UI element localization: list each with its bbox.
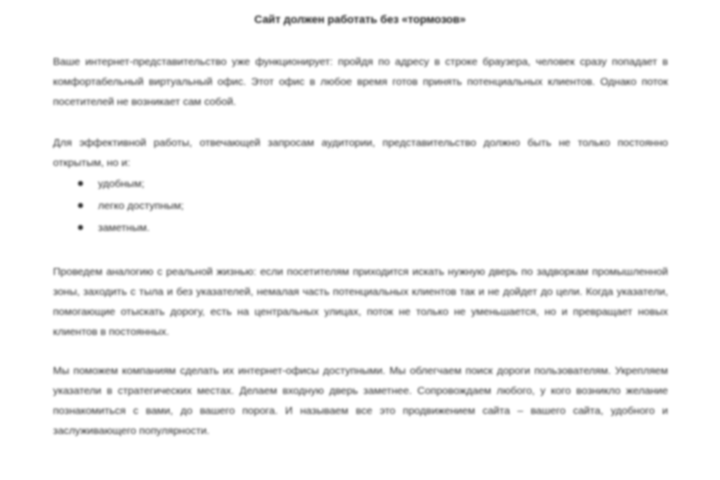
- requirements-list: [76, 173, 184, 239]
- list-item: [76, 195, 184, 217]
- list-item: [76, 217, 184, 239]
- bullet-icon: [78, 203, 83, 208]
- list-item-text: заметным.: [98, 222, 150, 234]
- list-item: [76, 173, 184, 195]
- paragraph-offer: Мы поможем компаниям сделать их интернет-офисы доступными. Мы облегчаем поиск дороги пользователям. Укрепляем указатели в стратегических местах. Делаем входную дверь заметнее. Сопровождаем любого, у кого возникло желание познакомиться с вами, до вашего порога. И называем все это продвижением сайта – вашего сайта, удобного и заслуживающего популярности.: [53, 365, 668, 437]
- paragraph-intro: Ваше интернет-представительство уже функционирует: пройдя по адресу в строке браузера, человек сразу попадает в комфортабельный виртуальный офис. Этот офис в любое время готов принять потенциальных клиентов. Однако поток посетителей не возникает сам собой.: [53, 56, 668, 108]
- paragraph-analogy: Проведем аналогию с реальной жизнью: если посетителям приходится искать нужную дверь по задворкам промышленной зоны, заходить с тыла и без указателей, немалая часть потенциальных клиентов так и не дойдет до цели. Когда указатели, помогающие отыскать дорогу, есть на центральных улицах, поток не только не уменьшается, но и превращает новых клиентов в постоянных.: [53, 266, 668, 338]
- bullet-icon: [78, 225, 83, 230]
- document-title: Сайт должен работать без «тормозов»: [254, 14, 466, 26]
- bullet-icon: [78, 181, 83, 186]
- paragraph-requirements: Для эффективной работы, отвечающей запросам аудитории, представительство должно быть не только постоянно открытым, но и:: [53, 137, 668, 169]
- list-item-text: легко доступным;: [98, 200, 184, 212]
- list-item-text: удобным;: [98, 178, 145, 190]
